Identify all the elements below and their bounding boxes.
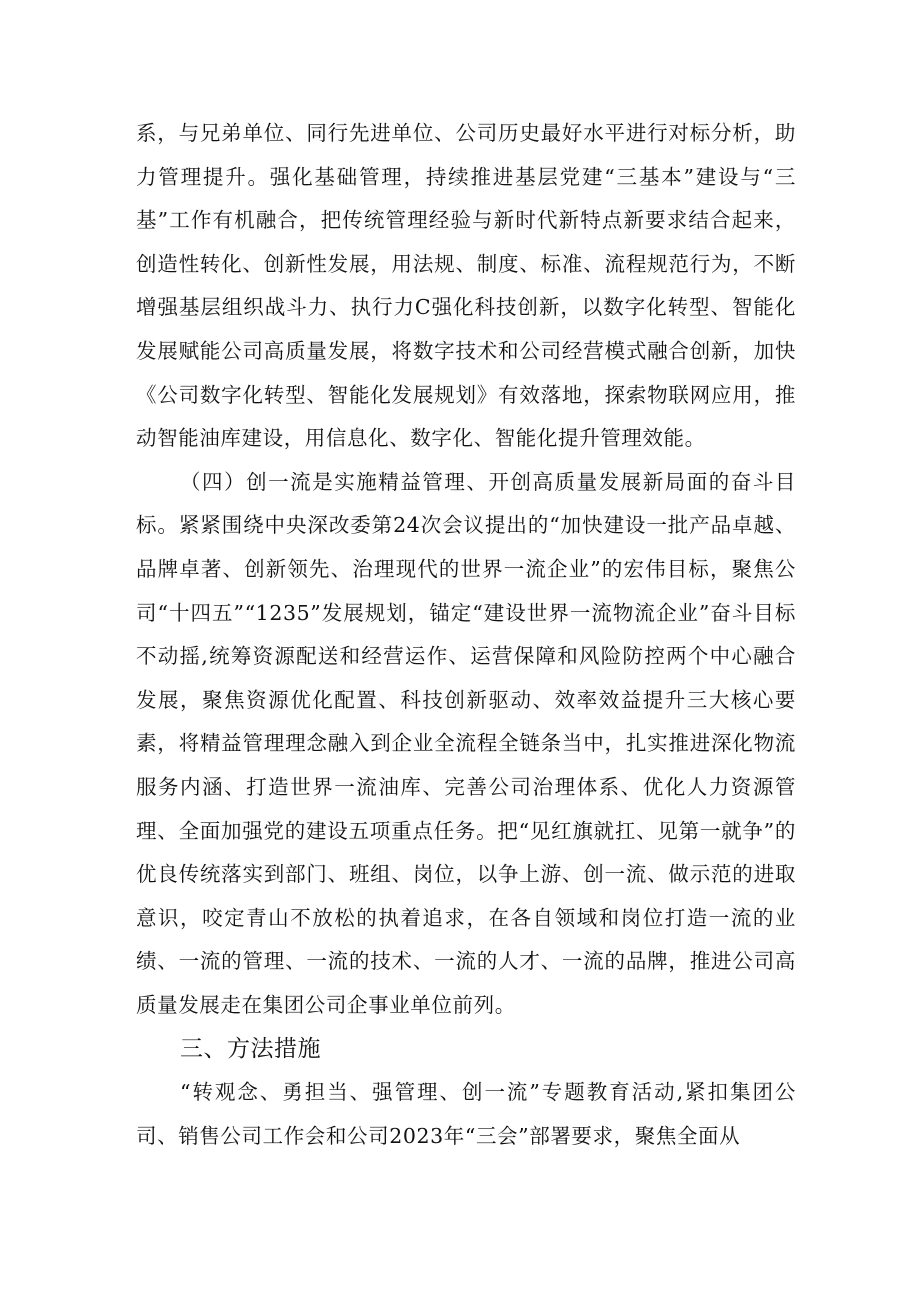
paragraph-continuation: 系，与兄弟单位、同行先进单位、公司历史最好水平进行对标分析，助力管理提升。强化基础管理，持续推进基层党建“三基本”建设与“三基”工作有机融合，把传统管理经验与新时代新特点新要求结合起来，创造性转化、创新性发展，用法规、制度、标准、流程规范行为，不断增强基层组织战斗力、执行力C强化科技创新，以数字化转型、智能化发展赋能公司高质量发展，将数字技术和公司经营模式融合创新，加快《公司数字化转型、智能化发展规划》有效落地，探索物联网应用，推动智能油库建设，用信息化、数字化、智能化提升管理效能。 (136, 121, 796, 451)
paragraph-methods: “转观念、勇担当、强管理、创一流”专题教育活动,紧扣集团公司、销售公司工作会和公司2023年“三会”部署要求，聚焦全面从 (136, 1080, 796, 1149)
paragraph-section-four: （四）创一流是实施精益管理、开创高质量发展新局面的奋斗目标。紧紧围绕中央深改委第24次会议提出的“加快建设一批产品卓越、品牌卓著、创新领先、治理现代的世界一流企业”的宏伟目标，聚焦公司“十四五”“1235”发展规划，锚定“建设世界一流物流企业”奋斗目标不动摇,统筹资源配送和经营运作、运营保障和风险防控两个中心融合发展，聚焦资源优化配置、科技创新驱动、效率效益提升三大核心要素，将精益管理理念融入到企业全流程全链条当中，扎实推进深化物流服务内涵、打造世界一流油库、完善公司治理体系、优化人力资源管理、全面加强党的建设五项重点任务。把“见红旗就扛、见第一就争”的优良传统落实到部门、班组、岗位，以争上游、创一流、做示范的进取意识，咬定青山不放松的执着追求，在各自领域和岗位打造一流的业绩、一流的管理、一流的技术、一流的人才、一流的品牌，推进公司高质量发展走在集团公司企事业单位前列。 (136, 469, 796, 1017)
document-body (136, 112, 796, 1159)
section-heading-methods: 三、方法措施 (180, 1036, 321, 1063)
